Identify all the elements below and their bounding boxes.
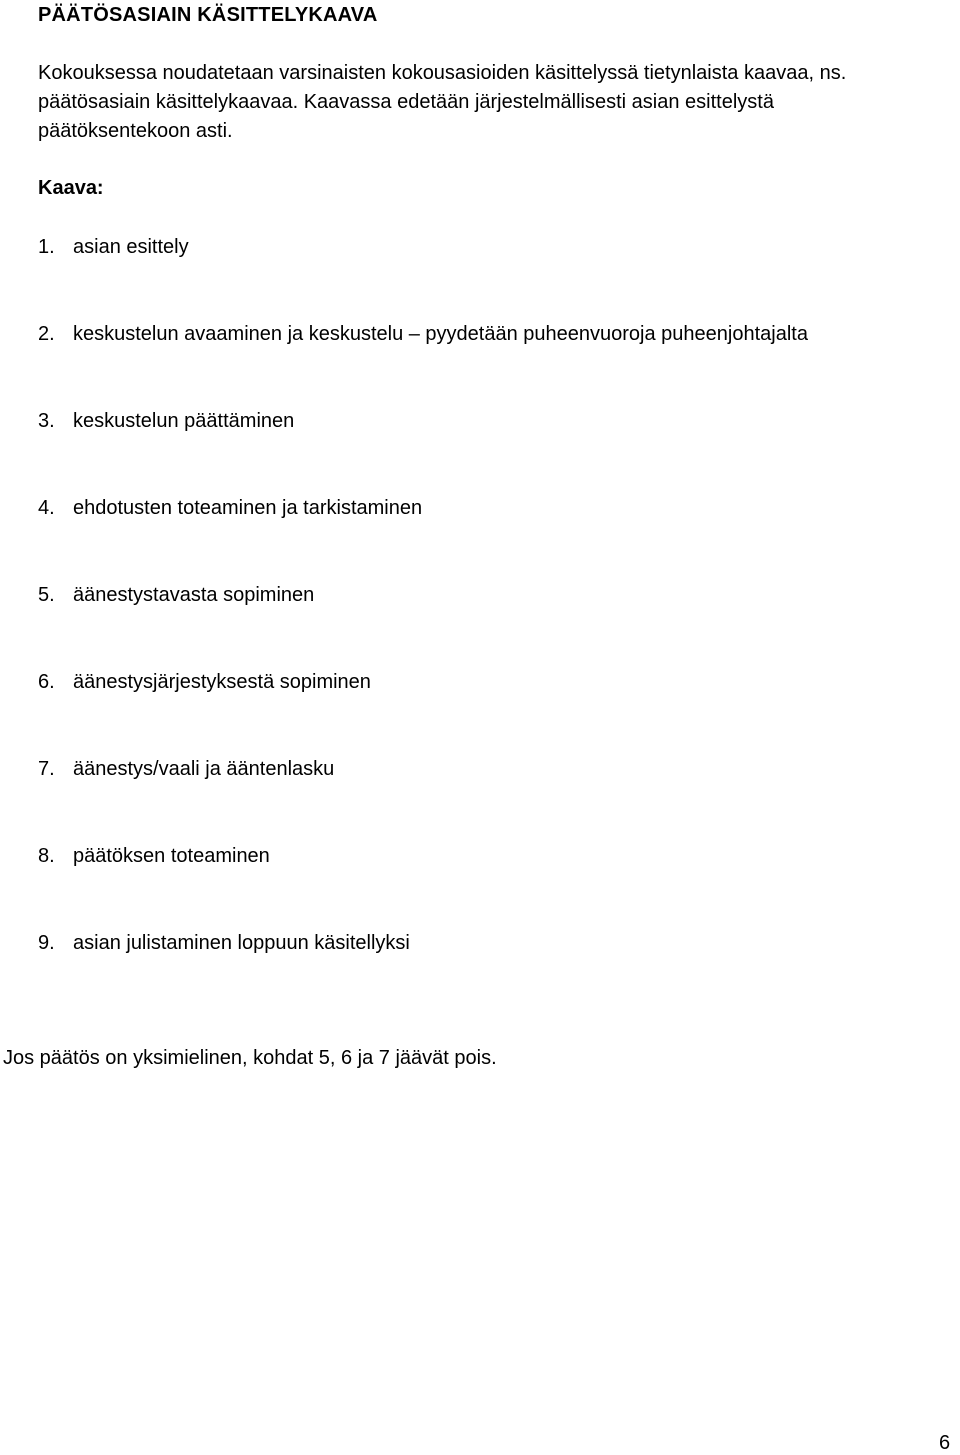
step-item [38, 756, 808, 843]
step-item [38, 408, 808, 495]
page-number: 6 [939, 1432, 951, 1454]
step-number: 3. [38, 410, 55, 432]
step-number: 5. [38, 584, 55, 606]
intro-line: päätösasiain käsittelykaavaa. Kaavassa edetään järjestelmällisesti asian esittelystä [38, 91, 774, 113]
footer-note: Jos päätös on yksimielinen, kohdat 5, 6 ja 7 jäävät pois. [3, 1047, 497, 1069]
steps-list [38, 234, 808, 1017]
step-number: 7. [38, 758, 55, 780]
step-item [38, 843, 808, 930]
step-number: 4. [38, 497, 55, 519]
step-text: äänestysjärjestyksestä sopiminen [73, 671, 371, 693]
step-item [38, 582, 808, 669]
intro-line: Kokouksessa noudatetaan varsinaisten kokousasioiden käsittelyssä tietynlaista kaavaa, ns. [38, 62, 847, 84]
intro-paragraph [38, 59, 918, 146]
step-item [38, 495, 808, 582]
formula-label: Kaava: [38, 177, 104, 199]
document-title: PÄÄTÖSASIAIN KÄSITTELYKAAVA [38, 4, 378, 26]
step-item [38, 669, 808, 756]
step-number: 8. [38, 845, 55, 867]
step-text: keskustelun päättäminen [73, 410, 295, 432]
step-item [38, 930, 808, 1017]
step-item [38, 234, 808, 321]
step-text: asian julistaminen loppuun käsitellyksi [73, 932, 410, 954]
step-text: äänestystavasta sopiminen [73, 584, 315, 606]
step-text: päätöksen toteaminen [73, 845, 270, 867]
step-number: 9. [38, 932, 55, 954]
step-text: asian esittely [73, 236, 189, 258]
step-number: 2. [38, 323, 55, 345]
intro-line: päätöksentekoon asti. [38, 120, 233, 142]
step-item [38, 321, 808, 408]
step-text: keskustelun avaaminen ja keskustelu – pyydetään puheenvuoroja puheenjohtajalta [73, 323, 808, 345]
step-text: äänestys/vaali ja ääntenlasku [73, 758, 335, 780]
step-number: 6. [38, 671, 55, 693]
step-text: ehdotusten toteaminen ja tarkistaminen [73, 497, 423, 519]
step-number: 1. [38, 236, 55, 258]
